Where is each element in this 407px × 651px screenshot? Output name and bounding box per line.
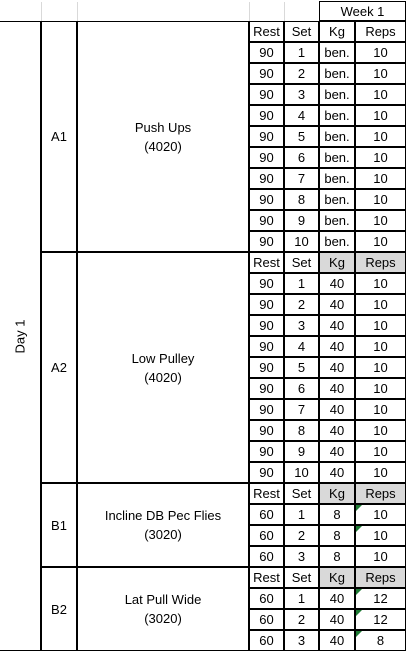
cell-rest[interactable]: 90 (249, 315, 284, 336)
column-header-set[interactable]: Set (284, 483, 319, 504)
cell-kg[interactable]: 40 (319, 399, 355, 420)
exercise-code[interactable]: B2 (41, 567, 77, 651)
cell-reps[interactable]: 10 (355, 336, 406, 357)
cell-set[interactable]: 10 (284, 231, 319, 252)
cell-reps[interactable]: 10 (355, 525, 406, 546)
cell-set[interactable]: 1 (284, 42, 319, 63)
column-header-reps[interactable]: Reps (355, 252, 406, 273)
cell-reps[interactable]: 10 (355, 63, 406, 84)
column-header-rest[interactable]: Rest (249, 483, 284, 504)
cell-kg[interactable]: 40 (319, 588, 355, 609)
cell-rest[interactable]: 90 (249, 189, 284, 210)
cell-reps[interactable]: 10 (355, 378, 406, 399)
cell-kg[interactable]: 8 (319, 546, 355, 567)
cell-rest[interactable]: 90 (249, 147, 284, 168)
cell-rest[interactable]: 90 (249, 399, 284, 420)
exercise-code[interactable]: A1 (41, 21, 77, 252)
cell-reps[interactable]: 12 (355, 609, 406, 630)
day-label[interactable] (0, 21, 41, 651)
column-header-kg[interactable]: Kg (319, 567, 355, 588)
cell-reps[interactable]: 10 (355, 441, 406, 462)
cell-kg[interactable]: 40 (319, 378, 355, 399)
cell-rest[interactable]: 90 (249, 63, 284, 84)
cell-kg[interactable]: ben. (319, 168, 355, 189)
cell-rest[interactable]: 90 (249, 42, 284, 63)
cell-kg[interactable]: 40 (319, 420, 355, 441)
cell-rest[interactable]: 90 (249, 126, 284, 147)
empty-cell[interactable] (78, 2, 250, 22)
cell-rest[interactable]: 60 (249, 630, 284, 651)
cell-set[interactable]: 1 (284, 273, 319, 294)
cell-set[interactable]: 2 (284, 525, 319, 546)
cell-rest[interactable]: 90 (249, 294, 284, 315)
column-header-kg[interactable]: Kg (319, 21, 355, 42)
cell-kg[interactable]: 8 (319, 525, 355, 546)
cell-kg[interactable]: ben. (319, 84, 355, 105)
column-header-set[interactable]: Set (284, 252, 319, 273)
cell-kg[interactable]: ben. (319, 210, 355, 231)
column-header-reps[interactable]: Reps (355, 483, 406, 504)
cell-rest[interactable]: 90 (249, 168, 284, 189)
cell-set[interactable]: 4 (284, 105, 319, 126)
cell-rest[interactable]: 60 (249, 525, 284, 546)
cell-kg[interactable]: ben. (319, 231, 355, 252)
cell-kg[interactable]: 40 (319, 294, 355, 315)
cell-kg[interactable]: ben. (319, 147, 355, 168)
cell-kg[interactable]: ben. (319, 42, 355, 63)
cell-rest[interactable]: 60 (249, 588, 284, 609)
cell-set[interactable]: 7 (284, 168, 319, 189)
cell-rest[interactable]: 60 (249, 609, 284, 630)
cell-rest[interactable]: 90 (249, 84, 284, 105)
cell-rest[interactable]: 60 (249, 504, 284, 525)
cell-reps[interactable]: 10 (355, 231, 406, 252)
cell-rest[interactable]: 90 (249, 420, 284, 441)
cell-set[interactable]: 2 (284, 294, 319, 315)
week-header[interactable]: Week 1 (319, 1, 406, 21)
cell-reps[interactable]: 10 (355, 420, 406, 441)
cell-rest[interactable]: 90 (249, 273, 284, 294)
cell-set[interactable]: 9 (284, 210, 319, 231)
cell-set[interactable]: 3 (284, 546, 319, 567)
column-header-reps[interactable]: Reps (355, 21, 406, 42)
cell-set[interactable]: 9 (284, 441, 319, 462)
exercise-code[interactable]: B1 (41, 483, 77, 567)
cell-set[interactable]: 3 (284, 84, 319, 105)
cell-set[interactable]: 8 (284, 420, 319, 441)
cell-kg[interactable]: 40 (319, 315, 355, 336)
column-header-rest[interactable]: Rest (249, 567, 284, 588)
cell-kg[interactable]: 40 (319, 609, 355, 630)
cell-set[interactable]: 4 (284, 336, 319, 357)
cell-rest[interactable]: 90 (249, 210, 284, 231)
cell-set[interactable]: 8 (284, 189, 319, 210)
cell-reps[interactable]: 10 (355, 168, 406, 189)
cell-set[interactable]: 6 (284, 147, 319, 168)
column-header-set[interactable]: Set (284, 21, 319, 42)
cell-set[interactable]: 7 (284, 399, 319, 420)
cell-reps[interactable]: 10 (355, 42, 406, 63)
cell-set[interactable]: 10 (284, 462, 319, 483)
cell-kg[interactable]: 40 (319, 336, 355, 357)
cell-reps[interactable]: 10 (355, 273, 406, 294)
cell-rest[interactable]: 90 (249, 357, 284, 378)
cell-reps[interactable]: 10 (355, 147, 406, 168)
cell-reps[interactable]: 10 (355, 294, 406, 315)
cell-set[interactable]: 6 (284, 378, 319, 399)
cell-kg[interactable]: 40 (319, 441, 355, 462)
cell-rest[interactable]: 90 (249, 441, 284, 462)
cell-set[interactable]: 3 (284, 315, 319, 336)
cell-rest[interactable]: 60 (249, 546, 284, 567)
cell-kg[interactable]: ben. (319, 126, 355, 147)
cell-reps[interactable]: 10 (355, 210, 406, 231)
cell-reps[interactable]: 10 (355, 315, 406, 336)
cell-rest[interactable]: 90 (249, 462, 284, 483)
cell-reps[interactable]: 10 (355, 504, 406, 525)
cell-kg[interactable]: ben. (319, 63, 355, 84)
cell-set[interactable]: 2 (284, 63, 319, 84)
cell-set[interactable]: 5 (284, 357, 319, 378)
cell-reps[interactable]: 10 (355, 105, 406, 126)
cell-set[interactable]: 1 (284, 588, 319, 609)
cell-set[interactable]: 3 (284, 630, 319, 651)
cell-set[interactable]: 5 (284, 126, 319, 147)
column-header-set[interactable]: Set (284, 567, 319, 588)
cell-reps[interactable]: 10 (355, 126, 406, 147)
day-label-text: Day 1 (12, 319, 28, 353)
column-header-rest[interactable]: Rest (249, 252, 284, 273)
cell-set[interactable]: 2 (284, 609, 319, 630)
empty-cell[interactable] (42, 2, 78, 22)
cell-rest[interactable]: 90 (249, 378, 284, 399)
cell-kg[interactable]: 40 (319, 273, 355, 294)
exercise-name[interactable]: Lat Pull Wide (3020) (77, 567, 249, 651)
column-header-kg[interactable]: Kg (319, 483, 355, 504)
cell-kg[interactable]: 8 (319, 504, 355, 525)
column-header-kg[interactable]: Kg (319, 252, 355, 273)
cell-reps[interactable]: 8 (355, 630, 406, 651)
cell-rest[interactable]: 90 (249, 336, 284, 357)
exercise-code[interactable]: A2 (41, 252, 77, 483)
cell-reps[interactable]: 10 (355, 357, 406, 378)
cell-kg[interactable]: ben. (319, 189, 355, 210)
column-header-reps[interactable]: Reps (355, 567, 406, 588)
cell-kg[interactable]: ben. (319, 105, 355, 126)
cell-kg[interactable]: 40 (319, 630, 355, 651)
cell-rest[interactable]: 90 (249, 105, 284, 126)
cell-reps[interactable]: 10 (355, 84, 406, 105)
cell-set[interactable]: 1 (284, 504, 319, 525)
exercise-name[interactable]: Low Pulley (4020) (77, 252, 249, 483)
cell-reps[interactable]: 10 (355, 546, 406, 567)
cell-reps[interactable]: 10 (355, 189, 406, 210)
cell-reps[interactable]: 10 (355, 462, 406, 483)
cell-kg[interactable]: 40 (319, 357, 355, 378)
column-header-rest[interactable]: Rest (249, 21, 284, 42)
cell-reps[interactable]: 10 (355, 399, 406, 420)
cell-kg[interactable]: 40 (319, 462, 355, 483)
exercise-name[interactable]: Incline DB Pec Flies (3020) (77, 483, 249, 567)
empty-cell[interactable] (285, 2, 320, 22)
empty-cell[interactable] (250, 2, 285, 22)
cell-rest[interactable]: 90 (249, 231, 284, 252)
cell-reps[interactable]: 12 (355, 588, 406, 609)
empty-cell[interactable] (0, 2, 42, 22)
exercise-name[interactable]: Push Ups (4020) (77, 21, 249, 252)
